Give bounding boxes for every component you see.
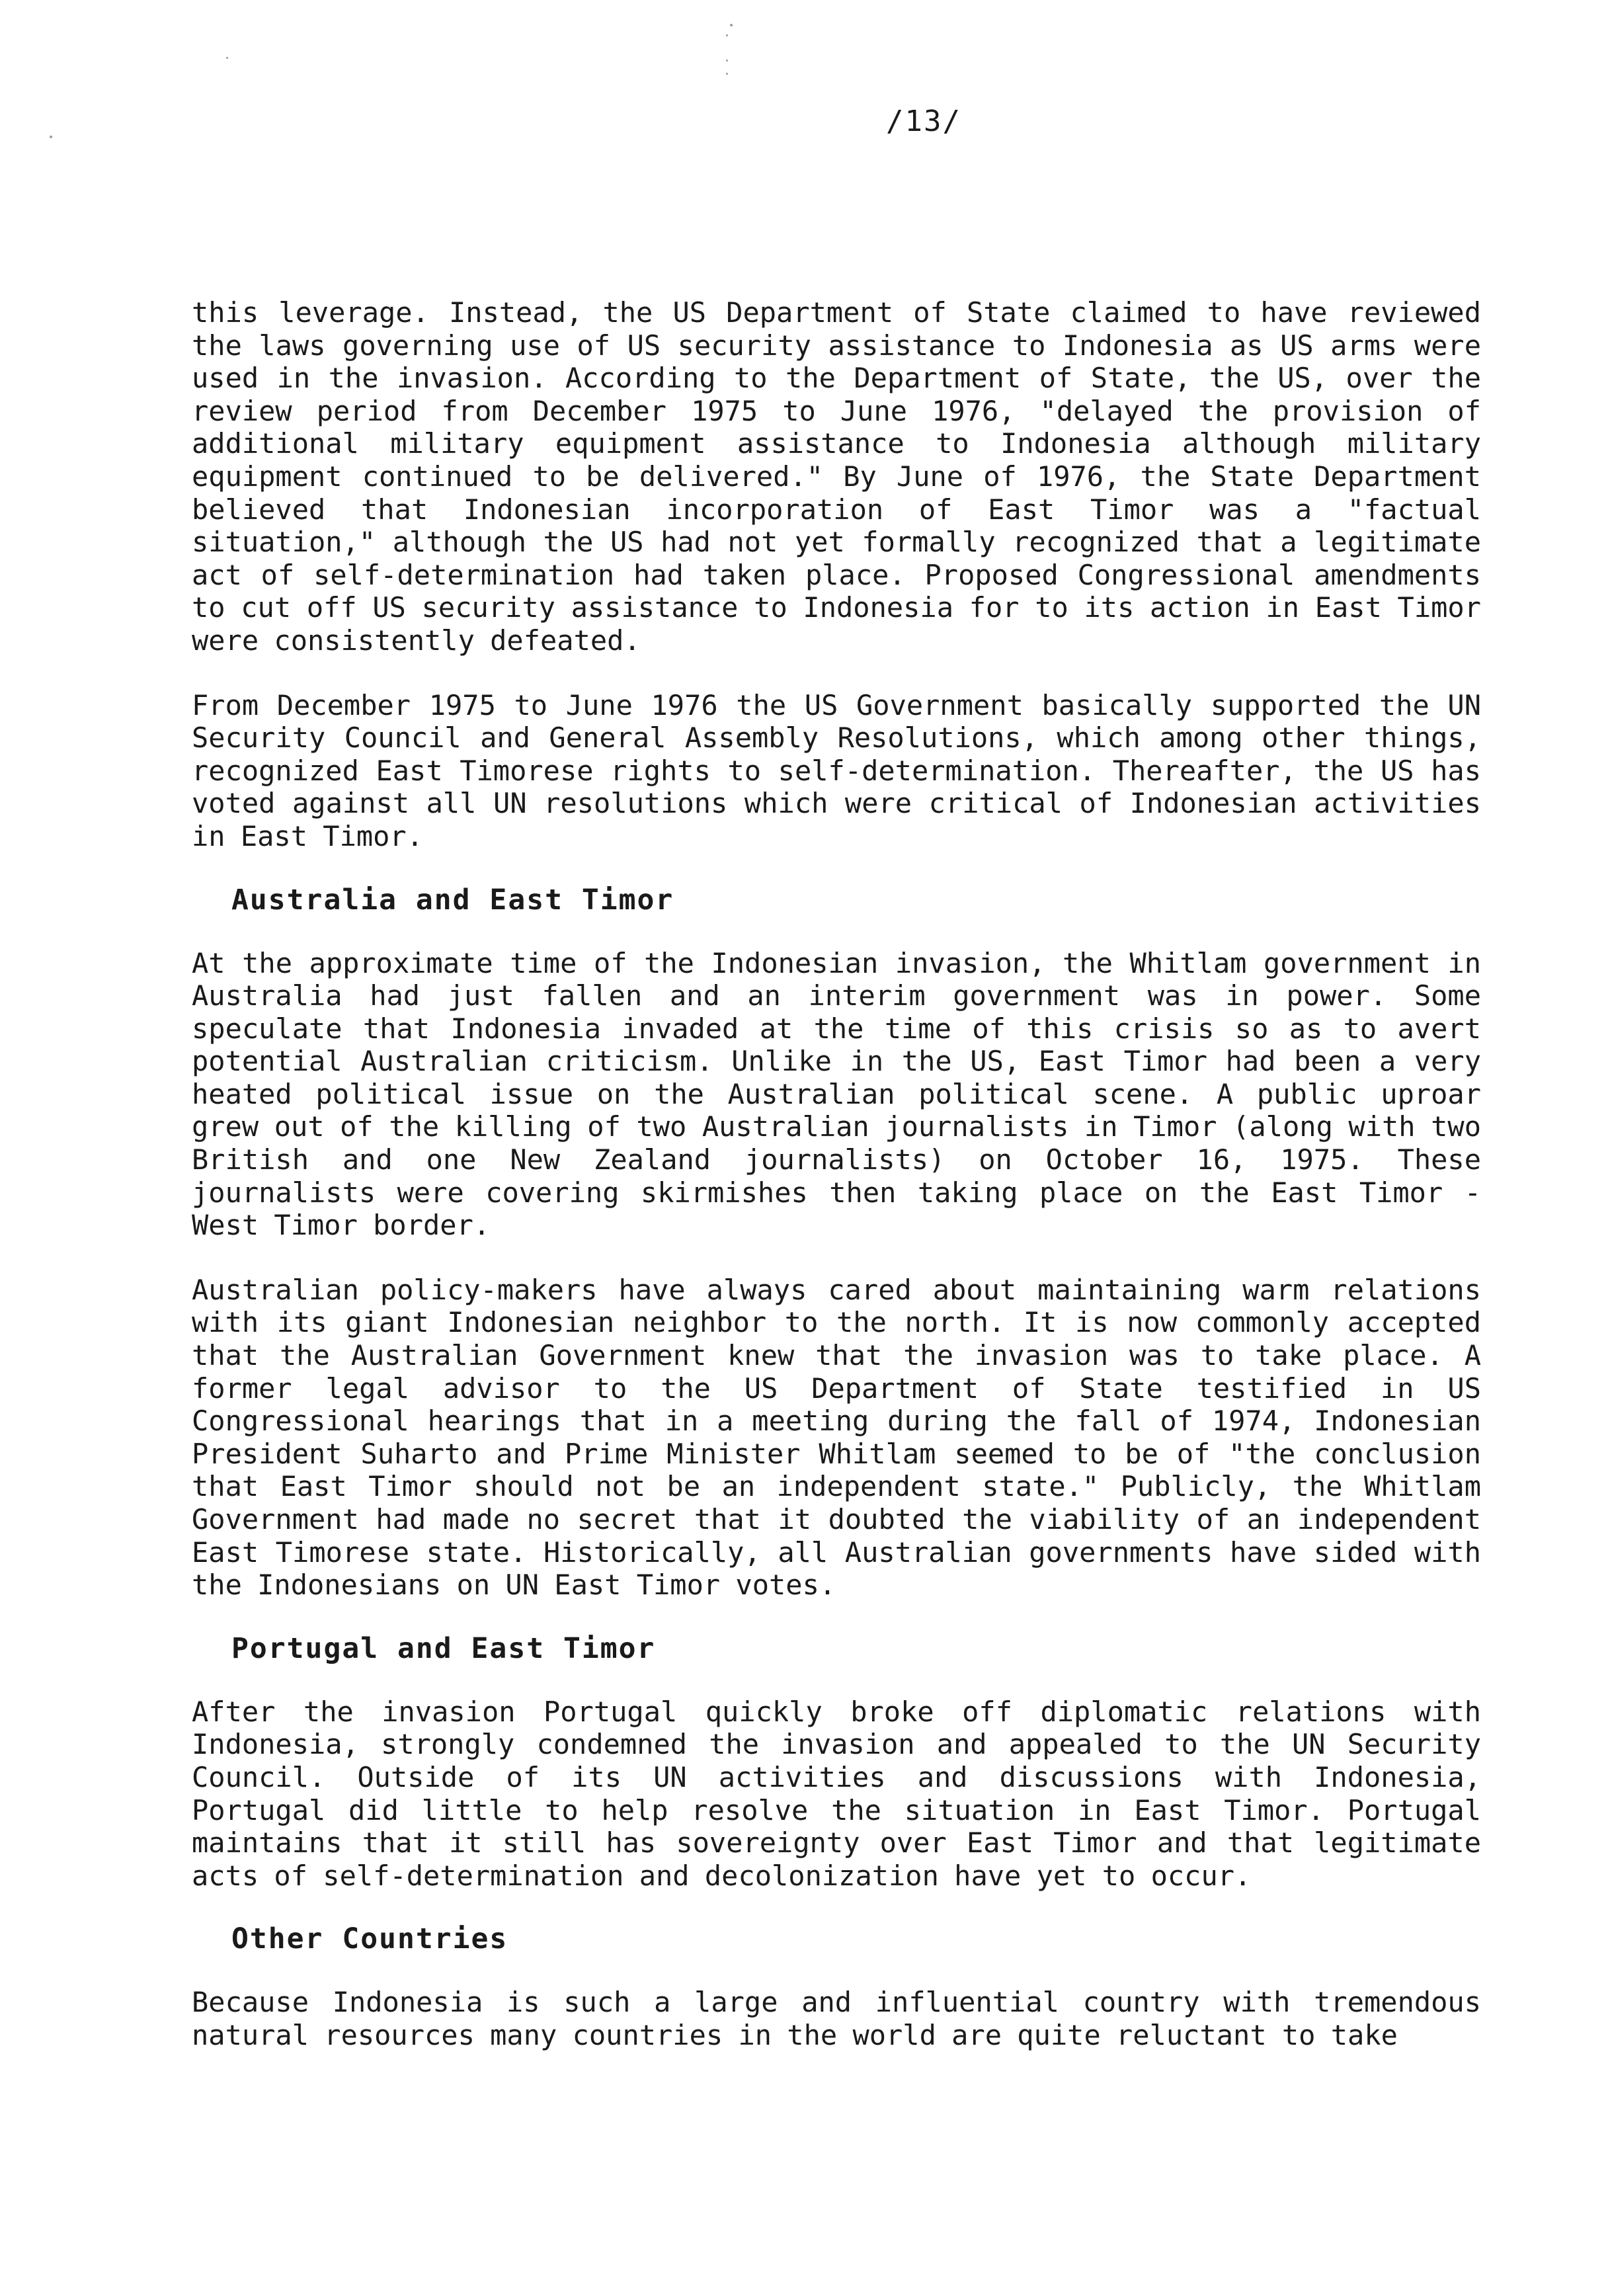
scan-speck (50, 136, 52, 138)
scan-speck (726, 60, 728, 62)
section-heading-other-countries: Other Countries (231, 1922, 508, 1956)
section-heading-australia: Australia and East Timor (231, 883, 674, 917)
document-body (192, 296, 1481, 2052)
scan-speck (226, 57, 228, 59)
scan-speck (730, 24, 733, 26)
page-number: /13/ (886, 104, 961, 138)
paragraph-us-leverage: this leverage. Instead, the US Department of State claimed to have reviewed the laws governing use of US security assistance to Indonesia as US arms were used in the invasion. According to the Department of State, the US, over the review period from December 1975 to June 1976, "delayed the provision of additional military equipment assistance to Indonesia although military equipment continued to be delivered." By June of 1976, the State Department believed that Indonesian incorporation of East Timor was a "factual situation," although the US had not yet formally recognized that a legitimate act of self-determination had taken place. Proposed Congressional amendments to cut off US security assistance to Indonesia for to its action in East Timor were consistently defeated. (192, 296, 1481, 657)
paragraph-us-un-votes: From December 1975 to June 1976 the US Government basically supported the UN Security Council and General Assembly Resolutions, which among other things, recognized East Timorese rights to self-determination. Thereafter, the US has voted against all UN resolutions which were critical of Indonesian activities in East Timor. (192, 688, 1481, 852)
paragraph-other-countries: Because Indonesia is such a large and influential country with tremendous natural resources many countries in the world are quite reluctant to take (192, 1986, 1481, 2051)
scan-speck (726, 34, 728, 36)
section-heading-portugal: Portugal and East Timor (231, 1631, 656, 1665)
paragraph-portugal: After the invasion Portugal quickly broke off diplomatic relations with Indonesia, strongly condemned the invasion and appealed to the UN Security Council. Outside of its UN activities and discussions with Indonesia, Portugal did little to help resolve the situation in East Timor. Portugal maintains that it still has sovereignty over East Timor and that legitimate acts of self-determination and decolonization have yet to occur. (192, 1695, 1481, 1892)
paragraph-australia-invasion: At the approximate time of the Indonesian invasion, the Whitlam government in Australia had just fallen and an interim government was in power. Some speculate that Indonesia invaded at the time of this crisis so as to avert potential Australian criticism. Unlike in the US, East Timor had been a very heated political issue on the Australian political scene. A public uproar grew out of the killing of two Australian journalists in Timor (along with two British and one New Zealand journalists) on October 16, 1975. These journalists were covering skirmishes then taking place on the East Timor - West Timor border. (192, 946, 1481, 1242)
scan-speck (726, 73, 728, 75)
paragraph-australia-policy: Australian policy-makers have always cared about maintaining warm relations with its giant Indonesian neighbor to the north. It is now commonly accepted that the Australian Government knew that the invasion was to take place. A former legal advisor to the US Department of State testified in US Congressional hearings that in a meeting during the fall of 1974, Indonesian President Suharto and Prime Minister Whitlam seemed to be of "the conclusion that East Timor should not be an independent state." Publicly, the Whitlam Government had made no secret that it doubted the viability of an independent East Timorese state. Historically, all Australian governments have sided with the Indonesians on UN East Timor votes. (192, 1273, 1481, 1602)
